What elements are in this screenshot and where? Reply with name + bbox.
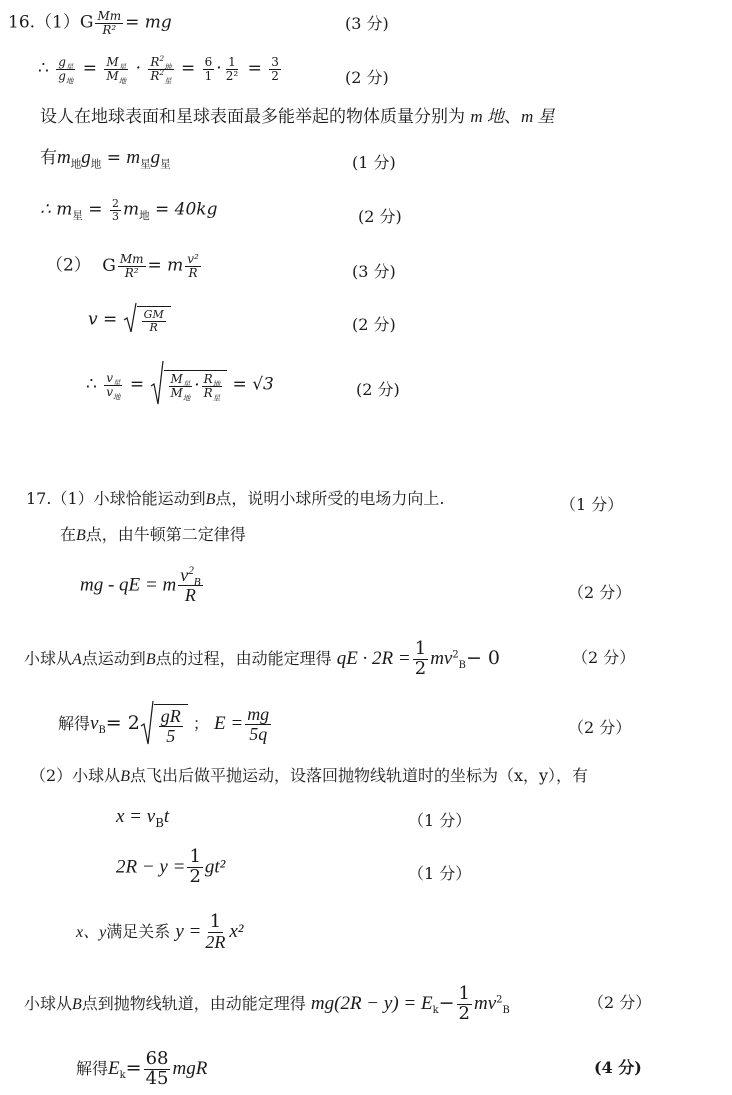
score-17-2: （2 分）	[568, 583, 632, 602]
Ek: E	[108, 1057, 120, 1079]
point-B: B	[205, 491, 216, 508]
y-rel: y =	[175, 920, 202, 942]
q17-line5: 解得$v_B= 2$ $\frac{gR}{5}$ ； E = $\frac{mg}{5q}$	[58, 700, 273, 749]
half-den: 2	[414, 657, 427, 679]
m-result-pre: ∴ m	[40, 199, 73, 220]
sub-xing-3: 星	[164, 75, 172, 85]
sub-k: k	[432, 1005, 439, 1017]
q16-line5: ∴ $m_星$ = $\frac{2}{3}$ $m_地 = 40kg$	[40, 197, 218, 223]
minus0: − 0	[465, 646, 501, 669]
frac-den-2: R²	[124, 265, 139, 280]
sub-xing-6: 星	[72, 209, 83, 222]
q17-p8: 解得	[76, 1058, 109, 1078]
q17-p1b: 点，说明小球所受的电场力向上.	[215, 489, 445, 508]
sub-xing-2: 星	[118, 62, 127, 72]
q17-p7b: 点到抛物线轨道，由动能定理得	[81, 993, 306, 1013]
score-17-6: （1 分）	[408, 864, 472, 883]
half-num-3: 1	[458, 983, 470, 1004]
three: 3	[111, 209, 119, 223]
num3: 3	[271, 55, 279, 69]
q17-p5: （2）小球从	[30, 766, 121, 785]
point-B-3: B	[145, 650, 156, 668]
sub-di-7: 地	[113, 391, 121, 401]
q17-p3b: 点运动到	[81, 648, 146, 668]
frac-num-2: Mm	[119, 252, 144, 266]
vB2: v	[180, 565, 189, 585]
q16-line7	[88, 302, 171, 338]
R-di-2: R	[203, 372, 213, 387]
q17-p2: 在	[60, 525, 77, 544]
point-A: A	[72, 650, 82, 668]
q17-line2	[60, 527, 246, 544]
sqrt3: = √3	[232, 374, 274, 395]
q17-line10: 小球从B点到抛物线轨道，由动能定理得 $mg(2R - y) = E_k-$ $\frac{1}{2}$ $mv^2_B$	[24, 983, 510, 1024]
frac-den: R²	[102, 22, 117, 37]
mvB2-2: mv	[473, 992, 497, 1014]
v-di: v	[106, 384, 114, 399]
sub-di: 地	[65, 75, 74, 85]
q17-line11	[76, 1050, 207, 1089]
q17-p7a: 小球从	[24, 993, 73, 1013]
R-xing-2: R	[203, 386, 213, 400]
score-16-2: (2 分)	[345, 68, 389, 87]
q17-line6	[30, 768, 588, 785]
q17-line1	[26, 491, 445, 508]
sub-di-2: 地	[118, 75, 127, 85]
score-17-7: （2 分）	[588, 993, 652, 1012]
sub-di-6: 地	[139, 209, 150, 222]
q17-p3a: 小球从	[24, 648, 73, 668]
sub-xing-7: 星	[113, 378, 121, 388]
y-eq: 2R − y =	[116, 856, 186, 878]
half-num-2: 1	[189, 846, 201, 867]
mg-qE: mg - qE = m	[80, 574, 177, 596]
q17-line3: mg - qE = m $\frac{v^2_B}{R}$	[80, 565, 201, 605]
M-di-2: M	[170, 386, 183, 400]
g-xing: g	[58, 55, 66, 69]
eq-mg: = mg	[125, 12, 172, 33]
m-sym-2: m	[126, 147, 141, 168]
n45: 45	[145, 1067, 169, 1089]
half-den-2: 2	[189, 865, 201, 887]
m-di-label: m 地	[470, 107, 504, 126]
q16-line8: ∴ $\frac{v_星}{v_地}$ = $\frac{M_星}{M_地}$ · $\frac{R_地}{R_星}$ = √3	[86, 360, 274, 410]
q17-p4: 解得	[58, 714, 91, 733]
den1: 1	[204, 68, 213, 83]
score-16-1: (3 分)	[345, 14, 389, 33]
score-16-6: (2 分)	[352, 315, 396, 334]
point-B-2: B	[76, 527, 86, 544]
gR: gR	[160, 705, 181, 726]
M-xing-2: M	[170, 372, 183, 387]
R-den-3: R	[184, 584, 196, 605]
q17-line9	[76, 913, 243, 952]
sub-xing: 星	[65, 62, 74, 72]
vB: v	[90, 713, 99, 734]
sqrt-icon-3	[140, 700, 154, 749]
energy-minus: −	[438, 991, 455, 1014]
q16-line4: 有$m_地g_地 = m_星g_星$	[40, 147, 171, 171]
q17-p5b: 点飞出后做平抛运动，设落回抛物线轨道时的坐标为（x，y），有	[129, 766, 589, 785]
sub-di-8: 地	[182, 393, 191, 403]
R-den-2: R	[149, 321, 158, 334]
twoR: 2R	[205, 931, 226, 952]
score-17-1: （1 分）	[560, 495, 624, 514]
GM: GM	[143, 308, 164, 322]
fiveq: 5q	[249, 724, 268, 744]
m-sym: m	[57, 147, 71, 168]
sub-di-3: 地	[164, 62, 172, 72]
sub-xing-4: 星	[140, 158, 151, 171]
g-sym-2: g	[150, 147, 161, 168]
grav-G: G	[79, 12, 94, 33]
q17-line8	[116, 848, 225, 887]
grav-G-2: G	[102, 255, 116, 276]
sub-di-5: 地	[90, 158, 102, 171]
q17-line4: 小球从A点运动到B点的过程，由动能定理得 qE · 2R = $\frac{1}{2}$ $mv^2_B- 0$	[24, 638, 501, 679]
q16-part2: （2）	[46, 255, 91, 276]
v-eq: v =	[88, 309, 118, 330]
m-result-post: = 40kg	[155, 199, 218, 220]
score-16-5: (3 分)	[352, 262, 396, 281]
half-num: 1	[414, 638, 427, 659]
xy-label: x、y	[76, 923, 107, 941]
score-17-8: (4 分)	[594, 1058, 642, 1077]
E-eq: E =	[214, 713, 244, 734]
q17-line7: $x = v_Bt$	[116, 806, 170, 830]
R-xing: R	[150, 68, 160, 83]
sub-xing-5: 星	[160, 158, 171, 171]
R-den: R	[188, 265, 198, 280]
q16-line2: ∴ $\frac{g_星}{g_地}$ = $\frac{M_星}{M_地}$ · $\frac{R^2_地}{R^2_星}$ = $\frac{6}{1}$ · $\frac{1}{\text{2²}}$ = $\frac{3}{2}$	[38, 54, 279, 85]
therefore-sign: ∴	[38, 58, 49, 79]
v-xing: v	[106, 370, 114, 385]
q16-desc: 设人在地球表面和星球表面最多能举起的物体质量分别为 m 地、m 星	[40, 107, 555, 127]
mgR: mgR	[172, 1057, 208, 1079]
M-xing: M	[106, 55, 119, 69]
mg: mg	[247, 704, 270, 725]
score-16-3: (1 分)	[352, 153, 396, 172]
x2: x²	[229, 920, 244, 942]
den2: 2	[271, 68, 279, 83]
sub-xing-8: 星	[182, 379, 191, 389]
therefore-sign-2: ∴	[86, 374, 97, 395]
m-sym-3: m	[122, 199, 140, 220]
m-xing-label: m 星	[520, 107, 555, 126]
q16-line6: （2） G $\frac{Mm}{\text{R²}}$ = m $\frac{\text{v²}}{R}$	[46, 252, 199, 280]
q17-p2b: 点，由牛顿第二定律得	[85, 525, 246, 544]
q17-p6b: 满足关系	[106, 921, 171, 941]
n68: 68	[145, 1048, 169, 1069]
sub-di-4: 地	[70, 158, 82, 171]
point-B-5: B	[72, 995, 82, 1013]
two: 2	[111, 197, 119, 210]
semicolon: ；	[192, 714, 209, 733]
sqrt-icon-2	[150, 360, 164, 410]
desc-text: 设人在地球表面和星球表面最多能举起的物体质量分别为	[40, 107, 465, 127]
point-B-4: B	[120, 768, 130, 785]
q17-p1: （1）小球恰能运动到	[51, 489, 206, 508]
sub-xing-9: 星	[212, 393, 221, 403]
you-text: 有	[40, 148, 57, 168]
q16-number: 16.	[8, 12, 36, 33]
g-di: g	[58, 68, 66, 83]
R-di: R	[150, 55, 160, 69]
five: 5	[166, 725, 176, 746]
sub-k-2: k	[119, 1070, 126, 1082]
score-17-3: （2 分）	[572, 648, 636, 667]
score-16-7: (2 分)	[356, 380, 400, 399]
v2: v²	[187, 252, 199, 266]
q16-line1	[8, 10, 172, 36]
q17-number: 17.	[26, 489, 52, 508]
den22: 2²	[225, 68, 239, 83]
half-den-3: 2	[458, 1002, 470, 1024]
M-di: M	[106, 68, 119, 83]
g-sym: g	[81, 147, 91, 168]
q17-p3c: 点的过程，由动能定理得	[155, 648, 332, 668]
q16-part1: （1）	[35, 12, 80, 33]
qE2R: qE · 2R =	[336, 647, 411, 669]
sub-di-9: 地	[212, 379, 221, 389]
num6: 6	[204, 55, 213, 69]
num1: 1	[228, 55, 236, 69]
score-17-5: （1 分）	[408, 811, 472, 830]
t-sym: t	[163, 806, 170, 827]
eq-sign: =	[125, 1056, 142, 1079]
one: 1	[209, 911, 222, 932]
energy-lhs: mg(2R − y) = E	[310, 992, 433, 1014]
frac-num: Mm	[97, 9, 122, 23]
score-16-4: (2 分)	[358, 207, 402, 226]
two-sqrt: = 2	[105, 712, 140, 734]
mvB2: mv	[430, 647, 453, 669]
x-eq: x = v	[116, 806, 156, 827]
score-17-4: （2 分）	[568, 718, 632, 737]
sqrt-icon	[123, 302, 137, 338]
gt2: gt²	[204, 856, 226, 878]
